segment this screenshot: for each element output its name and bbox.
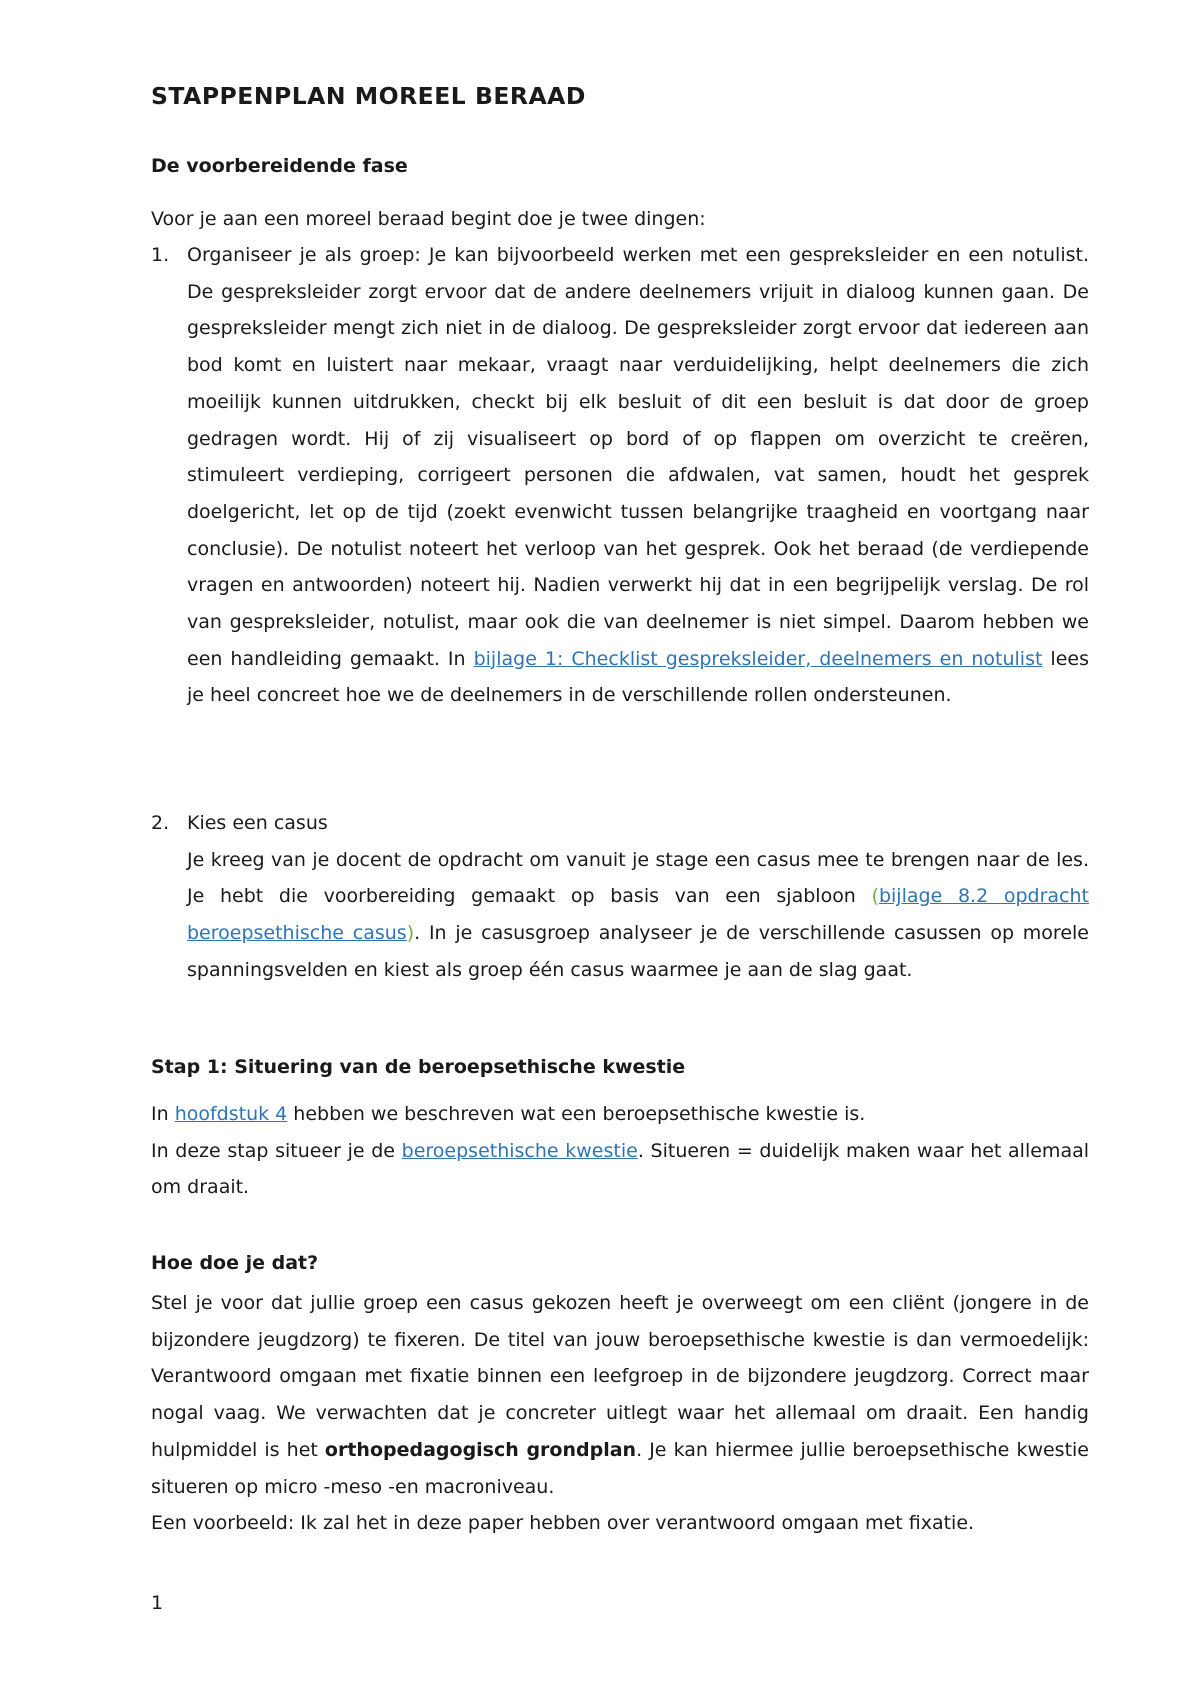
list-number: 2. bbox=[151, 812, 170, 834]
list-item-2 bbox=[151, 805, 1089, 989]
stap-1-line-2 bbox=[151, 1140, 1089, 1199]
list-item-2-body bbox=[187, 805, 1089, 989]
list-item-2-text: Je kreeg van je docent de opdracht om vanuit je stage een casus mee te brengen naar de les. Je hebt die voorbereiding gemaakt op basis van een sjabloon bbox=[187, 848, 1089, 908]
stap-1-line-2-text-end: . Situeren = duidelijk maken waar het allemaal om draait. bbox=[151, 1139, 1090, 1199]
beroepsethische-kwestie-link[interactable]: beroepsethische kwestie bbox=[401, 1139, 638, 1162]
section-heading-stap-1: Stap 1: Situering van de beroepsethische kwestie bbox=[151, 1056, 686, 1078]
paren-open: ( bbox=[871, 885, 879, 908]
voorbeeld-line: Een voorbeeld: Ik zal het in deze paper hebben over verantwoord omgaan met fixatie. bbox=[151, 1512, 975, 1535]
intro-paragraph: Voor je aan een moreel beraad begint doe je twee dingen: bbox=[151, 208, 706, 230]
hoe-doe-je-dat-paragraph bbox=[151, 1285, 1089, 1542]
bijlage-1-link[interactable]: bijlage 1: Checklist gespreksleider, deelnemers en notulist bbox=[473, 647, 1043, 670]
bijlage-8-2-link[interactable]: bijlage 8.2 opdracht beroepsethische casus bbox=[187, 885, 1089, 945]
paren-close: ) bbox=[406, 922, 415, 945]
list-item-2-text-end: . In je casusgroep analyseer je de verschillende casussen op morele spanningsvelden en kiest als groep één casus waarmee je aan de slag gaat. bbox=[187, 922, 1089, 981]
stap-1-line-2-text: In deze stap situeer je de bbox=[151, 1139, 402, 1162]
stap-1-line-1 bbox=[151, 1096, 1089, 1133]
section-heading-hoe-doe-je-dat: Hoe doe je dat? bbox=[151, 1252, 319, 1274]
list-item-1-body bbox=[187, 237, 1089, 714]
stap-1-line-1-text: In bbox=[151, 1103, 175, 1125]
hoofdstuk-4-link[interactable]: hoofdstuk 4 bbox=[174, 1103, 288, 1125]
page-number: 1 bbox=[151, 1592, 164, 1614]
section-heading-voorbereidende-fase: De voorbereidende fase bbox=[151, 155, 408, 177]
list-item-2-heading: Kies een casus bbox=[187, 812, 328, 834]
document-title: STAPPENPLAN MOREEL BERAAD bbox=[151, 82, 586, 110]
list-item-1-text-end: lees je heel concreet hoe we de deelnemers in de verschillende rollen ondersteunen. bbox=[187, 647, 1089, 707]
hoe-text: Stel je voor dat jullie groep een casus gekozen heeft je overweegt om een cliënt (jongere in de bijzondere jeugdzorg) te fixeren. De titel van jouw beroepsethische kwestie is dan vermoedelijk: Verantwoord omgaan met fixatie binnen een leefgroep in de bijzondere jeugdzorg. Correct maar nogal vaag. We verwachten dat je concreter uitlegt waar het allemaal om draait. Een handig hulpmiddel is het bbox=[151, 1292, 1089, 1461]
list-number: 1. bbox=[151, 244, 170, 266]
list-item-1-text: Organiseer je als groep: Je kan bijvoorbeeld werken met een gespreksleider en een notulist. De gespreksleider zorgt ervoor dat de andere deelnemers vrijuit in dialoog kunnen gaan. De gespreksleider mengt zich niet in de dialoog. De gespreksleider zorgt ervoor dat iedereen aan bod komt en luistert naar mekaar, vraagt naar verduidelijking, helpt deelnemers die zich moeilijk kunnen uitdrukken, checkt bij elk besluit of dit een besluit is dat door de groep gedragen wordt. Hij of zij visualiseert op bord of op flappen om overzicht te creëren, stimuleert verdieping, corrigeert personen die afdwalen, vat samen, houdt het gesprek doelgericht, let op de tijd (zoekt evenwicht tussen belangrijke traagheid en voortgang naar conclusie). De notulist noteert het verloop van het gesprek. Ook het beraad (de verdiepende vragen en antwoorden) noteert hij. Nadien verwerkt hij dat in een begrijpelijk verslag. De rol van gespreksleider, notulist, maar ook die van deelnemer is niet simpel. Daarom hebben we een handleiding gemaakt. In bbox=[187, 244, 1089, 670]
stap-1-paragraph bbox=[151, 1096, 1089, 1206]
list-item-1 bbox=[151, 237, 1089, 714]
orthopedagogisch-grondplan-bold: orthopedagogisch grondplan bbox=[324, 1438, 637, 1461]
hoe-text-end: . Je kan hiermee jullie beroepsethische kwestie situeren op micro -meso -en macroniveau. bbox=[151, 1438, 1089, 1498]
stap-1-line-1-text-end: hebben we beschreven wat een beroepsethische kwestie is. bbox=[287, 1103, 866, 1125]
